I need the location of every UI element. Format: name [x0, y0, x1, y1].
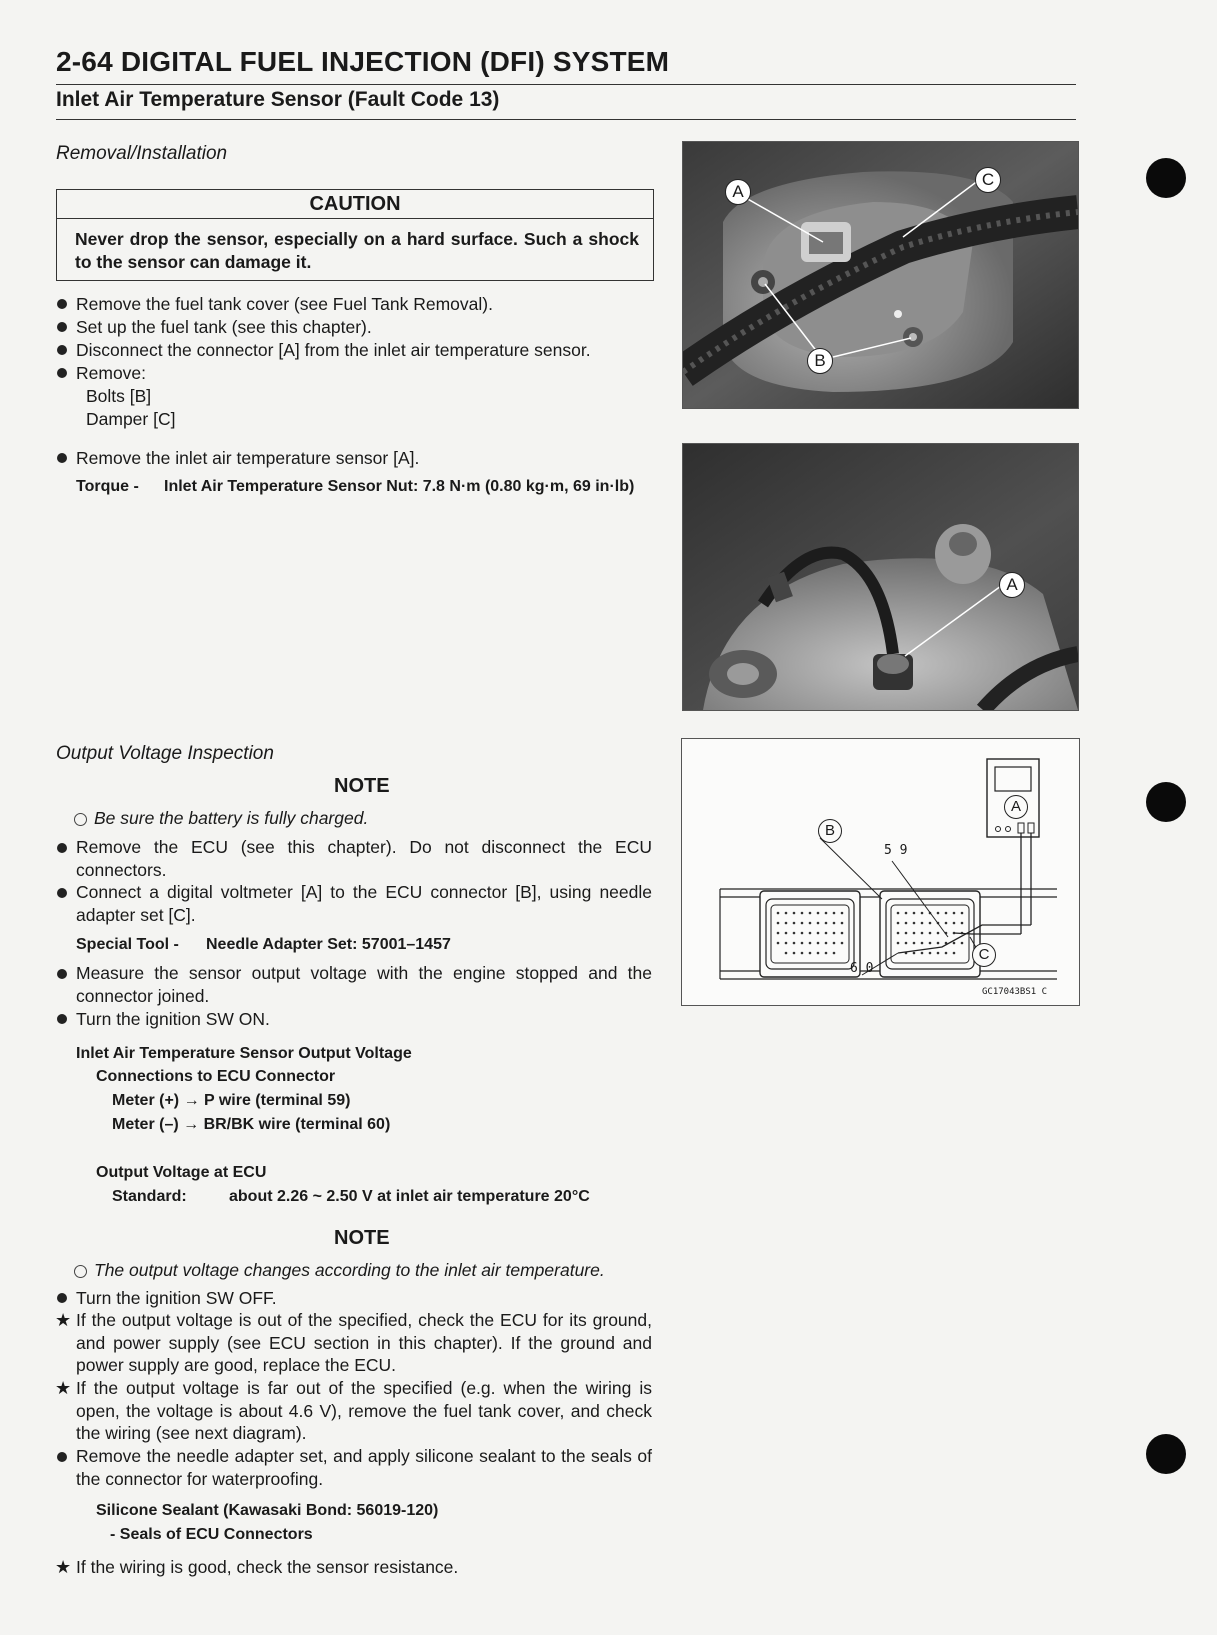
photo-sensor-installed — [682, 141, 1079, 409]
output-step: Remove the needle adapter set, and apply silicone sealant to the seals of the connector for waterproofing. — [76, 1446, 652, 1489]
bullet-icon — [57, 1293, 67, 1303]
caution-box — [56, 189, 654, 281]
star-note: If the wiring is good, check the sensor resistance. — [76, 1557, 459, 1577]
voltmeter-diagram-drawing — [682, 739, 1079, 1005]
photo-sensor-removed — [682, 443, 1079, 711]
star-note: If the output voltage is out of the specified, check the ECU for its ground, and power supply (see ECU section in this chapter). If the ground and power supply are good, replace the ECU. — [76, 1310, 652, 1375]
note-text: The output voltage changes according to the inlet air temperature. — [94, 1260, 605, 1280]
removal-step: Disconnect the connector [A] from the inlet air temperature sensor. — [76, 340, 591, 360]
spec-connections: Connections to ECU Connector — [96, 1068, 336, 1085]
callout-c: C — [972, 943, 996, 967]
voltmeter-diagram — [681, 738, 1080, 1006]
star-icon: ★ — [55, 1557, 72, 1577]
bullet-icon — [57, 1452, 67, 1462]
output-step: Connect a digital voltmeter [A] to the ECU connector [B], using needle adapter set [C]. — [76, 882, 652, 925]
note-heading: NOTE — [334, 775, 390, 797]
callout-b: B — [807, 348, 833, 374]
output-step: Measure the sensor output voltage with the engine stopped and the connector joined. — [76, 963, 652, 1006]
note-heading: NOTE — [334, 1227, 390, 1249]
caution-text: Never drop the sensor, especially on a hard surface. Such a shock to the sensor can damage it. — [75, 229, 639, 272]
binder-hole — [1146, 158, 1186, 198]
bullet-icon — [57, 1014, 67, 1024]
bullet-icon — [57, 299, 67, 309]
bullet-icon — [57, 453, 67, 463]
spec-title: Inlet Air Temperature Sensor Output Voltage — [76, 1045, 412, 1062]
output-step: Remove the ECU (see this chapter). Do not disconnect the ECU connectors. — [76, 837, 652, 880]
removal-step: Remove the fuel tank cover (see Fuel Tank Removal). — [76, 294, 493, 314]
callout-a: A — [1004, 795, 1028, 819]
figure-code: GC17043BS1 C — [982, 987, 1048, 997]
terminal-59-label: 5 9 — [884, 843, 908, 858]
output-step: Turn the ignition SW ON. — [76, 1009, 270, 1029]
star-icon: ★ — [55, 1378, 72, 1398]
callout-a: A — [999, 572, 1025, 598]
removal-step: Remove: — [76, 363, 147, 383]
output-step: Turn the ignition SW OFF. — [76, 1288, 277, 1308]
binder-hole — [1146, 1434, 1186, 1474]
bullet-icon — [57, 345, 67, 355]
bullet-icon — [57, 322, 67, 332]
standard-label: Standard: — [112, 1188, 187, 1205]
callout-a: A — [725, 179, 751, 205]
star-note: If the output voltage is far out of the specified (e.g. when the wiring is open, the voltage is about 4.6 V), remove the fuel tank cover, and check the wiring (see next diagram). — [76, 1378, 652, 1443]
header-rule-top — [56, 84, 1076, 85]
torque-label: Torque - — [76, 478, 139, 495]
bullet-icon — [57, 368, 67, 378]
terminal-60-label: 6 0 — [850, 961, 874, 976]
circle-bullet-icon — [74, 813, 87, 826]
removal-step: Set up the fuel tank (see this chapter). — [76, 317, 372, 337]
header-rule-bottom — [56, 119, 1076, 120]
bullet-icon — [57, 888, 67, 898]
callout-b: B — [818, 819, 842, 843]
torque-value: Inlet Air Temperature Sensor Nut: 7.8 N·m (0.80 kg·m, 69 in·lb) — [164, 478, 635, 495]
remove-item: Damper [C] — [86, 409, 176, 429]
bullet-icon — [57, 969, 67, 979]
output-heading: Output Voltage Inspection — [56, 743, 274, 764]
page-title: 2-64 DIGITAL FUEL INJECTION (DFI) SYSTEM — [56, 46, 670, 77]
circle-bullet-icon — [74, 1265, 87, 1278]
star-icon: ★ — [55, 1310, 72, 1330]
binder-hole — [1146, 782, 1186, 822]
note-text: Be sure the battery is fully charged. — [94, 808, 369, 828]
sealant-sub: - Seals of ECU Connectors — [110, 1526, 313, 1543]
ecu-voltage-title: Output Voltage at ECU — [96, 1164, 267, 1181]
special-tool-value: Needle Adapter Set: 57001–1457 — [206, 936, 451, 953]
special-tool-label: Special Tool - — [76, 936, 179, 953]
caution-title: CAUTION — [57, 190, 653, 219]
section-title: Inlet Air Temperature Sensor (Fault Code 13) — [56, 88, 500, 111]
remove-item: Bolts [B] — [86, 386, 152, 406]
meter-minus: Meter (–) → BR/BK wire (terminal 60) — [112, 1116, 391, 1133]
removal-step: Remove the inlet air temperature sensor [A]. — [76, 448, 420, 468]
bullet-icon — [57, 843, 67, 853]
sealant-spec: Silicone Sealant (Kawasaki Bond: 56019-120) — [96, 1502, 439, 1519]
removal-heading: Removal/Installation — [56, 143, 228, 164]
callout-c: C — [975, 167, 1001, 193]
standard-value: about 2.26 ~ 2.50 V at inlet air temperature 20°C — [229, 1188, 590, 1205]
meter-plus: Meter (+) → P wire (terminal 59) — [112, 1092, 351, 1109]
